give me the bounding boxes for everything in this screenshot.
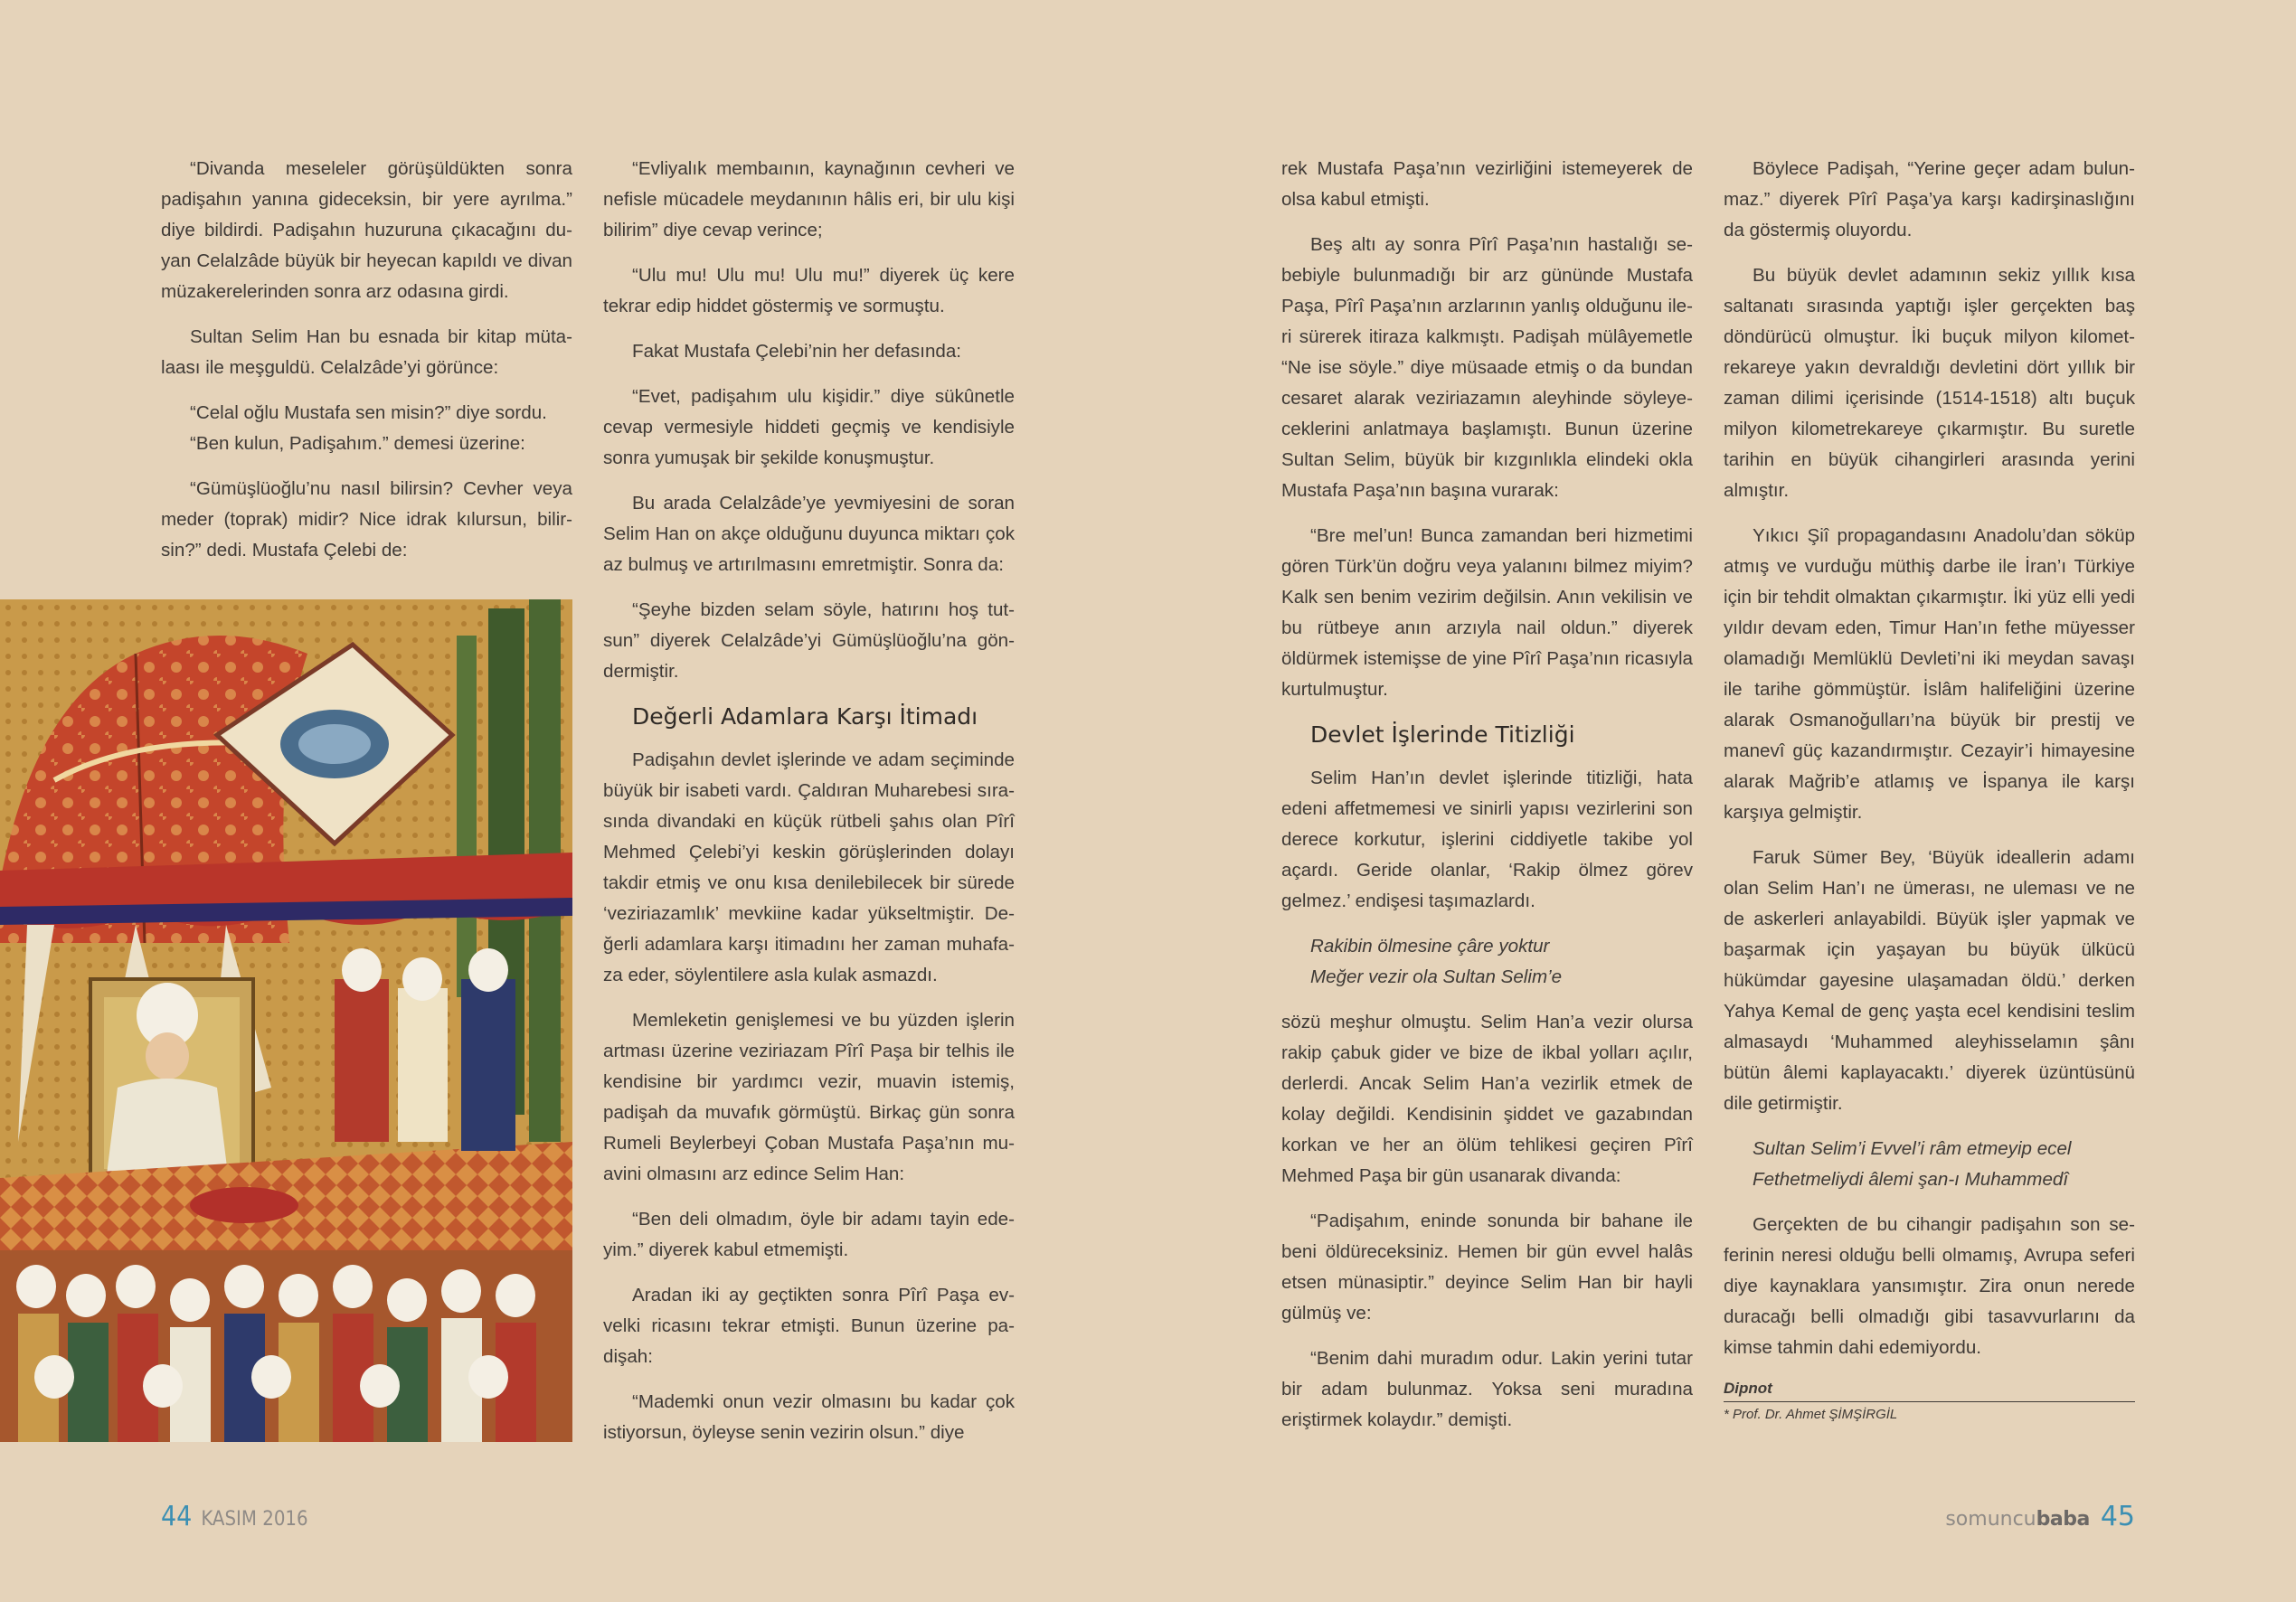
paragraph: Böylece Padişah, “Yerine geçer adam bulunmaz.” diyerek Pîrî Paşa’ya karşı kadirşinaslığını da göstermiş oluyordu. <box>1724 158 2135 240</box>
paragraph: “Mademki onun vezir olmasını bu kadar çok istiyorsun, öyleyse senin vezirin olsun.” diye <box>603 1391 1015 1443</box>
paragraph: “Evliyalık membaının, kaynağının cevheri ve nefisle mücadele meydanının hâlis eri, bir ulu kişi bilirim” diye cevap verince; <box>603 158 1015 240</box>
paragraph: “Ben deli olmadım, öyle bir adamı tayin edeyim.” diyerek kabul etmemişti. <box>603 1209 1015 1260</box>
column-1 <box>161 154 572 580</box>
brand-part-a: somuncu <box>1945 1508 2036 1531</box>
paragraph: “Ben kulun, Padişahım.” demesi üzerine: <box>190 433 525 454</box>
footer-right <box>1945 1501 2135 1532</box>
paragraph: “Bre mel’un! Bunca zamandan beri hizmetimi gören Türk’ün doğru veya yalanını bilmez miyim? Kalk sen benim vezirim değilsin. Anın vekilisin ve bu rütbeye anın arzıyla nail oldun.” diyerek öldürmek istemişse de yine Pîrî Paşa’nın ricasıyla kurtulmuştur. <box>1281 525 1693 700</box>
verse <box>1724 1134 2135 1195</box>
paragraph: “Benim dahi muradım odur. Lakin yerini tutar bir adam bulunmaz. Yoksa seni muradına eriştirmek kolaydır.” demişti. <box>1281 1348 1693 1430</box>
ottoman-miniature-painting <box>0 599 572 1442</box>
verse <box>1281 931 1693 993</box>
paragraph: “Celal oğlu Mustafa sen misin?” diye sordu. <box>190 402 547 423</box>
paragraph: Sultan Selim Han bu esnada bir kitap mütalaası ile meşguldü. Celalzâde’yi görünce: <box>161 326 572 378</box>
section-heading: Değerli Adamlara Karşı İtimadı <box>632 703 978 730</box>
page-number: 45 <box>2100 1501 2135 1532</box>
paragraph: “Padişahım, eninde sonunda bir bahane ile beni öldüreceksiniz. Hemen bir gün evvel halâs etsen münasiptir.” deyince Selim Han bir hayli gülmüş ve: <box>1281 1211 1693 1324</box>
paragraph: Memleketin genişlemesi ve bu yüzden işlerin artması üzerine veziriazam Pîrî Paşa bir telhis ile kendisine bir yardımcı vezir, muavin istemiş, padişah da muvafık görmüştü. Birkaç gün sonra Rumeli Beylerbeyi Çoban Mustafa Paşa’nın muavini olmasını arz edince Selim Han: <box>603 1010 1015 1184</box>
paragraph: Bu büyük devlet adamının sekiz yıllık kısa saltanatı sırasında yaptığı işler gerçekten baş döndürücü olmuştur. İki buçuk milyon kilometrekareye yakın devraldığı devletini dört yıllık bir zaman dilimi içerisinde (1514-1518) altı buçuk milyon kilometrekareye çıkarmıştır. Bu suretle tarihin en büyük cihangirleri arasında yerini almıştır. <box>1724 265 2135 501</box>
paragraph: sözü meşhur olmuştu. Selim Han’a vezir olursa rakip çabuk gider ve bize de ikbal yolları açılır, derlerdi. Ancak Selim Han’a vezirlik etmek de kolay değildi. Kendisinin şiddet ve gazabından korkan ve her an ölüm tehlikesi geçiren Pîrî Mehmed Paşa bir gün usanarak divanda: <box>1281 1012 1693 1186</box>
paragraph: Faruk Sümer Bey, ‘Büyük ideallerin adamı olan Selim Han’ı ne ümerası, ne uleması ve ne de askerleri anlayabildi. Büyük işler yapmak ve başarmak için yaşayan bu büyük ülkücü hükümdar gayesine ulaşamadan öldü.’ derken Yahya Kemal de genç yaşta ecel kendisini teslim almasaydı ‘Muhammed aleyhisselamın şânı bütün âlemi kaplayacaktı.’ diyerek üzüntüsünü dile getirmiştir. <box>1724 847 2135 1114</box>
paragraph: Yıkıcı Şiî propagandasını Anadolu’dan söküp atmış ve vurduğu müthiş darbe ile İran’ı Türkiye için bir tehdit olmaktan çıkarmıştır. İki yüz elli yedi yıldır devam eden, Timur Han’ın fethe müyesser olamadığı Memlüklü Devleti’ni iki meydan savaşı ile tarihe gömmüştür. İslâm halifeliğini üzerine alarak Osmanoğulları’na büyük bir prestij ve manevî güç kazandırmıştır. Cezayir’i himayesine alarak Mağrib’e atlamış ve İspanya ile karşı karşıya gelmiştir. <box>1724 525 2135 823</box>
column-4 <box>1724 154 2135 1428</box>
verse-line: Sultan Selim’i Evvel’i râm etmeyip ecel <box>1753 1138 2072 1159</box>
paragraph: Padişahın devlet işlerinde ve adam seçiminde büyük bir isabeti vardı. Çaldıran Muharebesi sırasında divandaki en küçük rütbeli şahıs olan Pîrî Mehmed Çelebi’yi keskin görüşlerinden dolayı takdir etmiş ve onu kısa denilebilecek bir sürede ‘veziriazamlık’ mevkiine kadar yükseltmiştir. Değerli adamlara karşı itimadını her zaman muhafaza eder, söylentilere asla kulak asmazdı. <box>603 749 1015 985</box>
verse-line: Rakibin ölmesine çâre yoktur <box>1310 936 1550 956</box>
paragraph: Beş altı ay sonra Pîrî Paşa’nın hastalığı sebebiyle bulunmadığı bir arz gününde Mustafa Paşa, Pîrî Paşa’nın arzlarının yanlış olduğunu ileri sürerek itiraza kalkmıştı. Padişah mülâyemetle “Ne ise söyle.” diye müsaade etmiş o da bundan cesaret alarak veziriazamın aleyhinde söyleyeceklerini anlatmaya başlamıştı. Bunun üzerine Sultan Selim, büyük bir kızgınlıkla elindeki okla Mustafa Paşa’nın başına vurarak: <box>1281 234 1693 501</box>
paragraph: Aradan iki ay geçtikten sonra Pîrî Paşa evvelki ricasını tekrar etmişti. Bunun üzerine padişah: <box>603 1285 1015 1367</box>
paragraph: “Gümüşlüoğlu’nu nasıl bilirsin? Cevher veya meder (toprak) midir? Nice idrak kılursun, bilirsin?” dedi. Mustafa Çelebi de: <box>161 478 572 561</box>
paragraph: “Şeyhe bizden selam söyle, hatırını hoş tutsun” diyerek Celalzâde’yi Gümüşlüoğlu’na göndermiştir. <box>603 599 1015 682</box>
footnote-title: Dipnot <box>1724 1378 2135 1402</box>
column-2 <box>603 154 1015 1463</box>
page-number: 44 <box>161 1501 193 1532</box>
magazine-brand <box>1945 1508 2089 1531</box>
footer-left <box>161 1501 308 1532</box>
footnote: * Prof. Dr. Ahmet ŞİMŞİRGİL <box>1724 1407 1898 1422</box>
section-heading: Devlet İşlerinde Titizliği <box>1310 721 1575 748</box>
verse-line: Fethetmeliydi âlemi şan-ı Muhammedî <box>1753 1169 2069 1190</box>
paragraph: “Ulu mu! Ulu mu! Ulu mu!” diyerek üç kere tekrar edip hiddet göstermiş ve sormuştu. <box>603 265 1015 316</box>
brand-part-b: baba <box>2036 1508 2090 1531</box>
paragraph: Gerçekten de bu cihangir padişahın son seferinin neresi olduğu belli olmamış, Avrupa seferi diye kaynaklara yansımıştır. Zira onun nerede duracağı belli olmadığı gibi tasavvurlarını da kimse tahmin dahi edemiyordu. <box>1724 1214 2135 1358</box>
paragraph: “Divanda meseleler görüşüldükten sonra padişahın yanına gideceksin, bir yere ayrılma.” diye bildirdi. Padişahın huzuruna çıkacağını duyan Celalzâde büyük bir heyecan kapıldı ve divan müzakerelerinden sonra arz odasına girdi. <box>161 158 572 302</box>
paragraph: Fakat Mustafa Çelebi’nin her defasında: <box>632 341 962 362</box>
paragraph: rek Mustafa Paşa’nın vezirliğini istemeyerek de olsa kabul etmişti. <box>1281 158 1693 210</box>
issue-date: KASIM 2016 <box>201 1508 308 1531</box>
verse-line: Meğer vezir ola Sultan Selim’e <box>1310 966 1563 987</box>
paragraph: Bu arada Celalzâde’ye yevmiyesini de soran Selim Han on akçe olduğunu duyunca miktarı çok az bulmuş ve artırılmasını emretmiştir. Sonra da: <box>603 493 1015 575</box>
column-3 <box>1281 154 1693 1450</box>
paragraph: “Evet, padişahım ulu kişidir.” diye sükûnetle cevap vermesiyle hiddeti geçmiş ve kendisiyle sonra yumuşak bir şekilde konuşmuştur. <box>603 386 1015 468</box>
paragraph: Selim Han’ın devlet işlerinde titizliği, hata edeni affetmemesi ve sinirli yapısı vezirlerini son derece korkutur, işlerini ciddiyetle takibe yol açardı. Geride olanlar, ‘Rakip ölmez görev gelmez.’ endişesi taşımazlardı. <box>1281 768 1693 911</box>
